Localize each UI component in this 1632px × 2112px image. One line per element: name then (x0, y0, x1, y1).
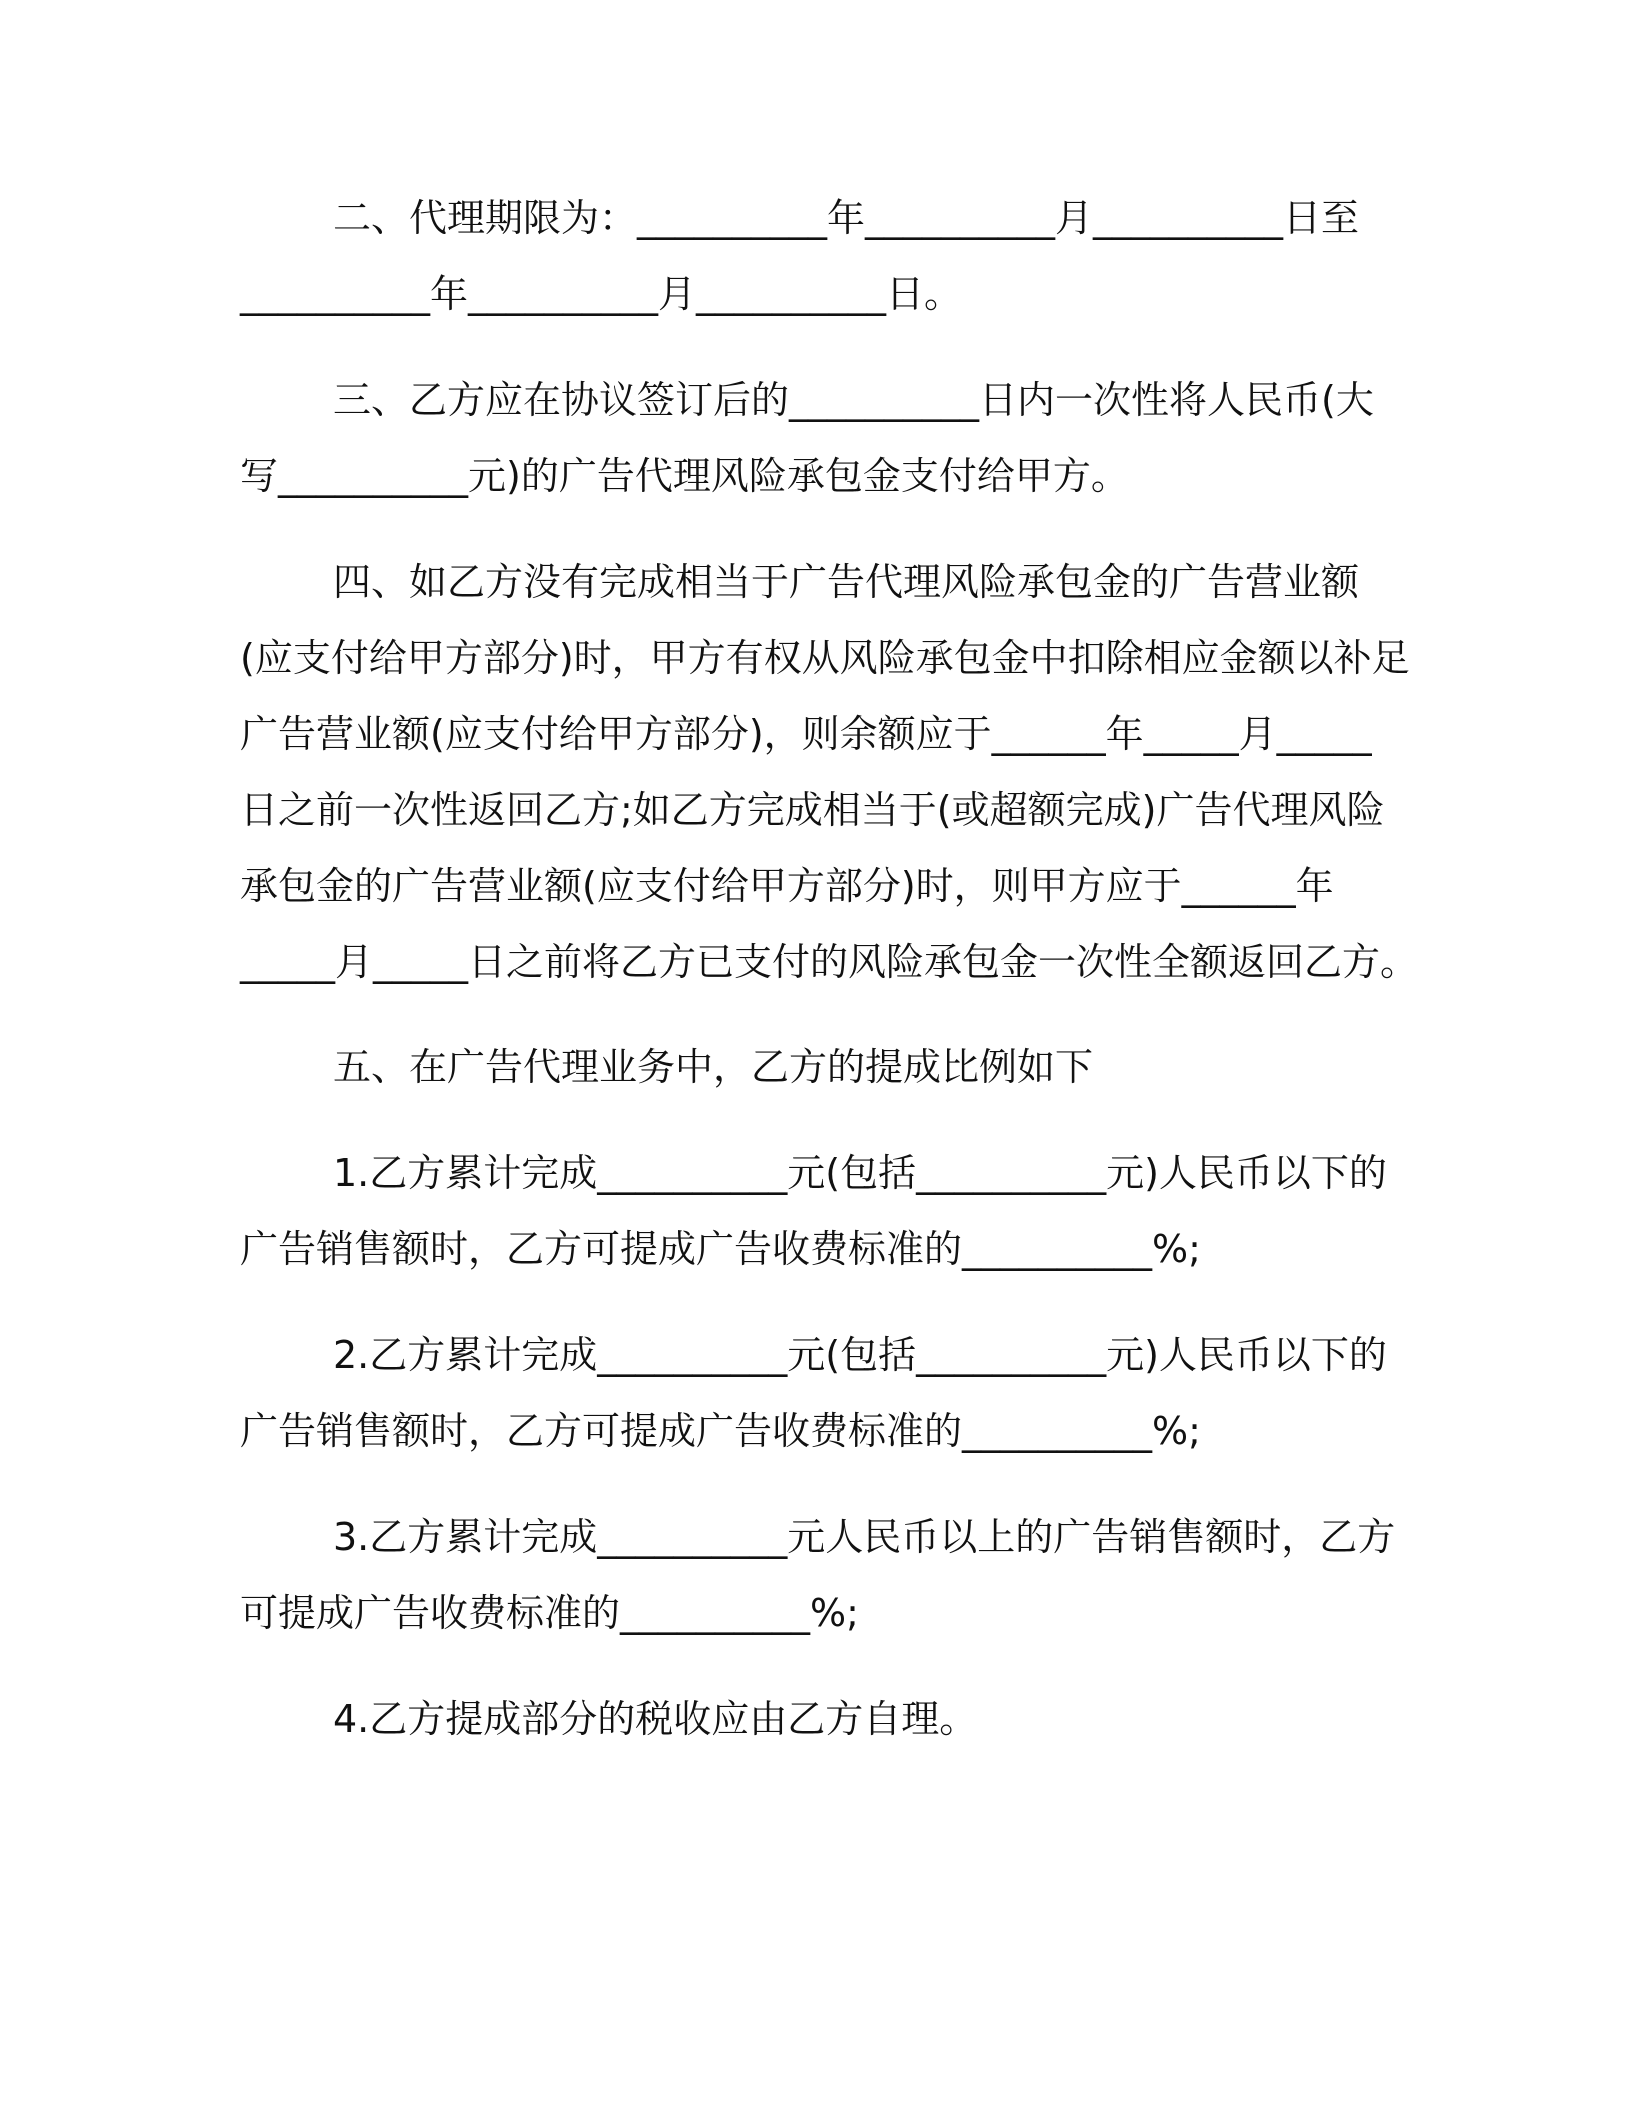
item-2-line-2: 广告销售额时，乙方可提成广告收费标准的__________%; (240, 1409, 1201, 1453)
clause-4-line-6: _____月_____日之前将乙方已支付的风险承包金一次性全额返回乙方。 (240, 940, 1419, 984)
clause-4-line-4: 日之前一次性返回乙方;如乙方完成相当于(或超额完成)广告代理风险 (240, 788, 1385, 832)
clause-4-line-3: 广告营业额(应支付给甲方部分)，则余额应于______年_____月_____ (240, 712, 1372, 756)
item-1-line-2: 广告销售额时，乙方可提成广告收费标准的__________%; (240, 1227, 1201, 1271)
item-1-line-1: 1.乙方累计完成__________元(包括__________元)人民币以下的 (333, 1151, 1387, 1195)
clause-3-line-2: 写__________元)的广告代理风险承包金支付给甲方。 (240, 454, 1129, 498)
item-2-line-1: 2.乙方累计完成__________元(包括__________元)人民币以下的 (333, 1333, 1387, 1377)
clause-3-line-1: 三、乙方应在协议签订后的__________日内一次性将人民币(大 (333, 378, 1374, 422)
item-3-line-1: 3.乙方累计完成__________元人民币以上的广告销售额时，乙方 (333, 1515, 1396, 1559)
clause-4-line-1: 四、如乙方没有完成相当于广告代理风险承包金的广告营业额 (333, 560, 1360, 604)
clause-4-line-5: 承包金的广告营业额(应支付给甲方部分)时，则甲方应于______年 (240, 864, 1334, 908)
item-3-line-2: 可提成广告收费标准的__________%; (240, 1591, 859, 1635)
clause-2-line-2: __________年__________月__________日。 (240, 272, 963, 316)
item-4-line-1: 4.乙方提成部分的税收应由乙方自理。 (333, 1697, 978, 1741)
clause-2-line-1: 二、代理期限为：__________年__________月__________日至 (333, 196, 1360, 240)
clause-5-line-1: 五、在广告代理业务中，乙方的提成比例如下 (333, 1045, 1094, 1089)
clause-4-line-2: (应支付给甲方部分)时，甲方有权从风险承包金中扣除相应金额以补足 (240, 636, 1410, 680)
